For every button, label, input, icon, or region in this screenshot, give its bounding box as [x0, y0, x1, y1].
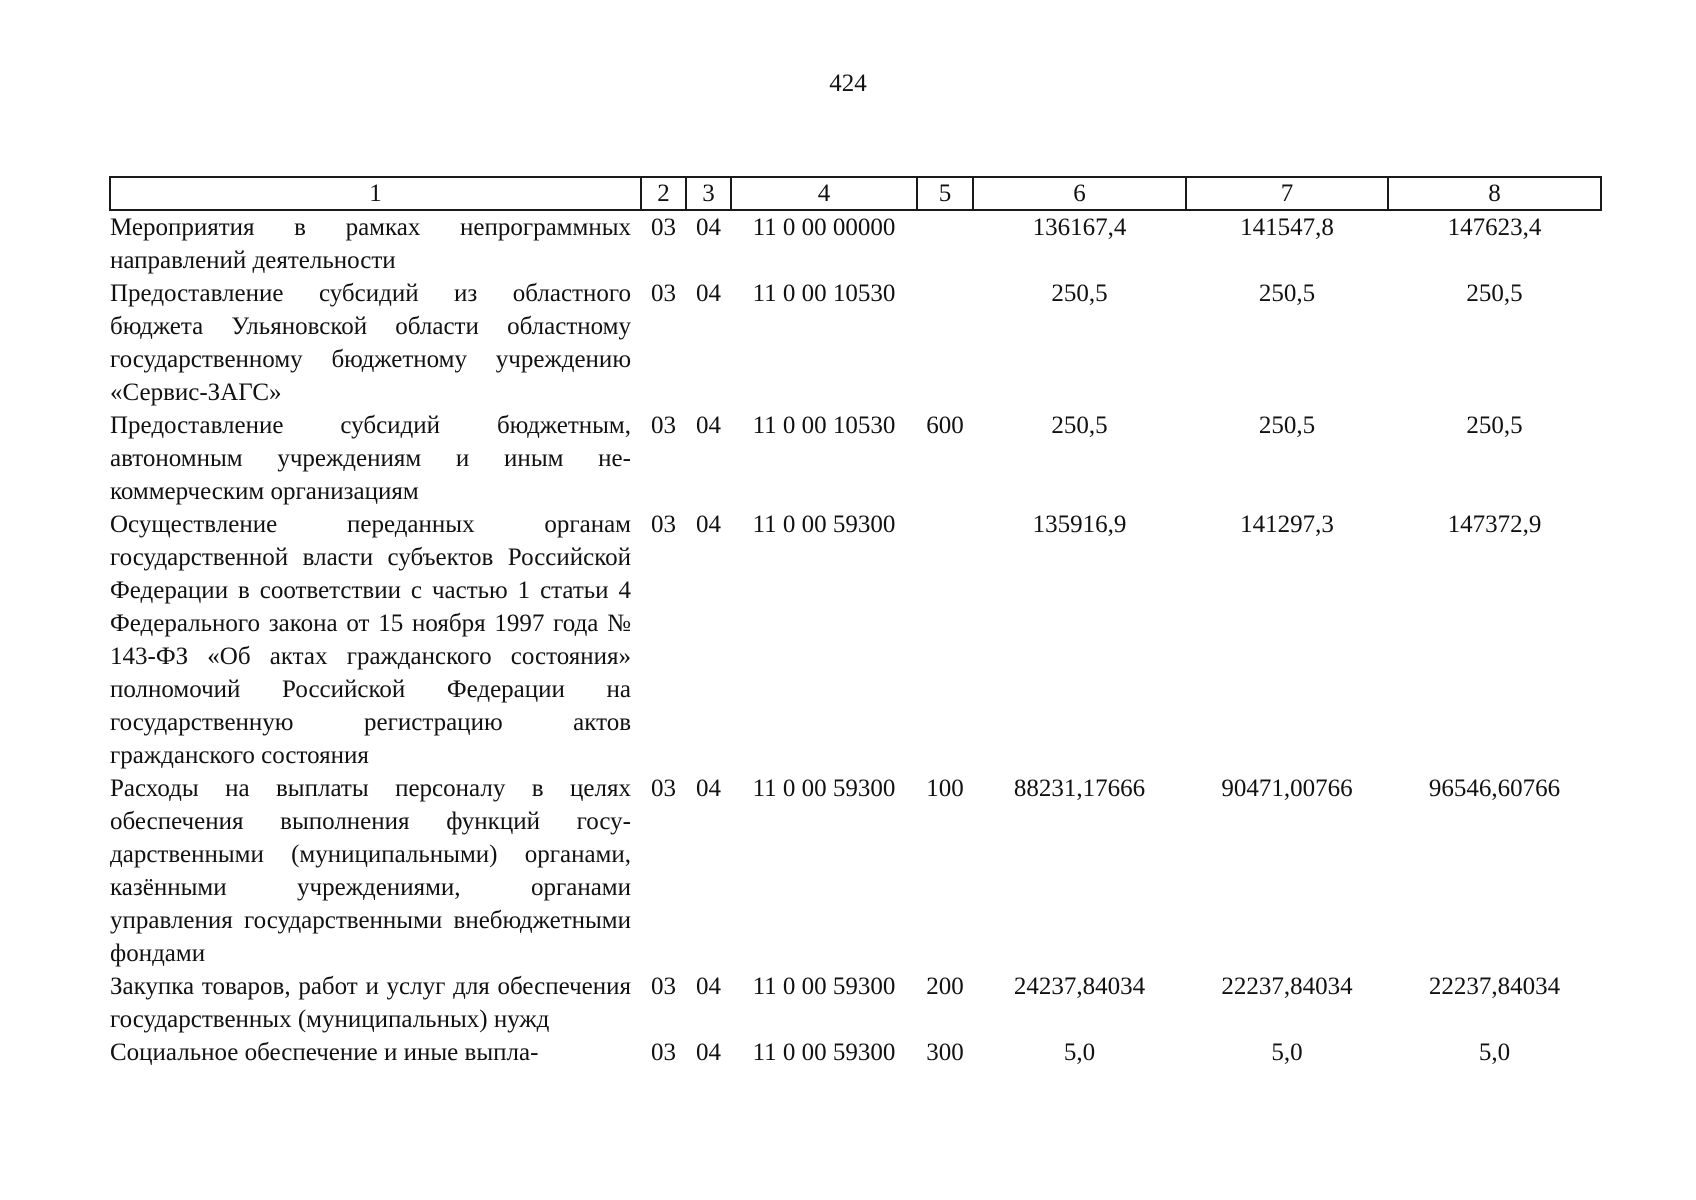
row-description: Социальное обеспечение и иные выпла-	[110, 1039, 539, 1066]
row-code-3: 04	[696, 412, 721, 439]
table-row	[110, 1036, 1601, 1069]
row-value-6: 250,5	[1051, 280, 1108, 307]
row-description: Осуществление переданных органам государственной власти субъектов Российской Федерации в соответствии с частью 1 статьи 4 Федерального закона от 15 ноября 1997 года № 143-ФЗ «Об актах гражданского состояния» полномочий Российской Федерации на государственную регистрацию актов гражданского состояния	[110, 511, 631, 769]
row-value-7: 141547,8	[1240, 214, 1334, 241]
page-number: 424	[829, 70, 867, 97]
row-value-7: 250,5	[1258, 280, 1316, 307]
row-value-8: 250,5	[1466, 412, 1523, 439]
row-value-7: 90471,00766	[1221, 775, 1353, 802]
row-description: Предоставление субсидий из областного бюджета Ульяновской области областному государственному бюджетному учреждению «Сервис-ЗАГС»	[110, 280, 631, 406]
row-code-4: 11 0 00 10530	[752, 280, 896, 307]
row-code-4: 11 0 00 59300	[752, 775, 896, 802]
header-col-7: 7	[1186, 177, 1388, 210]
row-code-5: 600	[926, 412, 964, 439]
row-code-3: 04	[696, 280, 721, 307]
row-value-6: 135916,9	[1032, 511, 1127, 538]
row-value-6: 136167,4	[1032, 214, 1127, 241]
row-code-3: 04	[696, 973, 721, 1000]
row-value-7: 5,0	[1271, 1039, 1303, 1066]
row-code-5	[917, 277, 973, 409]
row-code-4: 11 0 00 10530	[752, 412, 896, 439]
row-description: Расходы на выплаты персоналу в целях обеспечения выполнения функций государственными (муниципальными) органами, казёнными учреждениями, органами управления государственными внебюджетными фондами	[110, 775, 631, 967]
header-col-4: 4	[731, 177, 917, 210]
row-code-5	[917, 210, 973, 277]
row-code-3: 04	[696, 1039, 721, 1066]
row-code-5: 100	[926, 775, 964, 802]
row-code-2: 03	[651, 775, 676, 802]
row-value-6: 24237,84034	[1013, 973, 1146, 1000]
header-col-3: 3	[686, 177, 731, 210]
row-value-6: 88231,17666	[1013, 775, 1146, 802]
row-code-4: 11 0 00 59300	[752, 973, 896, 1000]
row-code-4: 11 0 00 00000	[752, 214, 896, 241]
row-code-2: 03	[651, 511, 676, 538]
row-code-3: 04	[696, 511, 721, 538]
table-row	[110, 508, 1601, 772]
row-value-7: 22237,84034	[1221, 973, 1353, 1000]
table-row	[110, 409, 1601, 508]
row-value-7: 141297,3	[1240, 511, 1334, 538]
row-value-8: 147372,9	[1447, 511, 1542, 538]
row-code-2: 03	[651, 1039, 676, 1066]
row-value-7: 250,5	[1258, 412, 1316, 439]
row-code-3: 04	[696, 775, 721, 802]
table-row	[110, 277, 1601, 409]
row-value-6: 5,0	[1063, 1039, 1096, 1066]
table-row	[110, 772, 1601, 970]
header-col-5: 5	[917, 177, 973, 210]
header-row	[110, 177, 1601, 210]
table-row	[110, 970, 1601, 1036]
row-value-8: 22237,84034	[1428, 973, 1561, 1000]
row-description: Закупка товаров, работ и услуг для обеспечения государственных (муниципальных) нужд	[110, 973, 631, 1033]
header-col-6: 6	[973, 177, 1186, 210]
header-col-8: 8	[1388, 177, 1601, 210]
row-code-2: 03	[651, 412, 676, 439]
row-code-5	[917, 508, 973, 772]
row-code-4: 11 0 00 59300	[752, 511, 896, 538]
row-code-2: 03	[651, 280, 676, 307]
header-col-1: 1	[110, 177, 641, 210]
row-description: Мероприятия в рамках непрограммных направлений деятельности	[110, 214, 631, 274]
row-code-2: 03	[651, 973, 676, 1000]
row-description: Предоставление субсидий бюджетным, автономным учреждениям и иным некоммерческим организациям	[110, 412, 631, 505]
row-value-8: 147623,4	[1447, 214, 1542, 241]
header-col-2: 2	[641, 177, 686, 210]
row-code-4: 11 0 00 59300	[752, 1039, 896, 1066]
row-value-8: 5,0	[1478, 1039, 1511, 1066]
row-value-8: 96546,60766	[1428, 775, 1561, 802]
row-value-6: 250,5	[1051, 412, 1108, 439]
row-code-3: 04	[696, 214, 721, 241]
table-row	[110, 210, 1601, 277]
row-code-5: 300	[926, 1039, 964, 1066]
row-code-5: 200	[926, 973, 964, 1000]
row-value-8: 250,5	[1466, 280, 1523, 307]
row-code-2: 03	[651, 214, 676, 241]
budget-table	[109, 176, 1602, 1069]
